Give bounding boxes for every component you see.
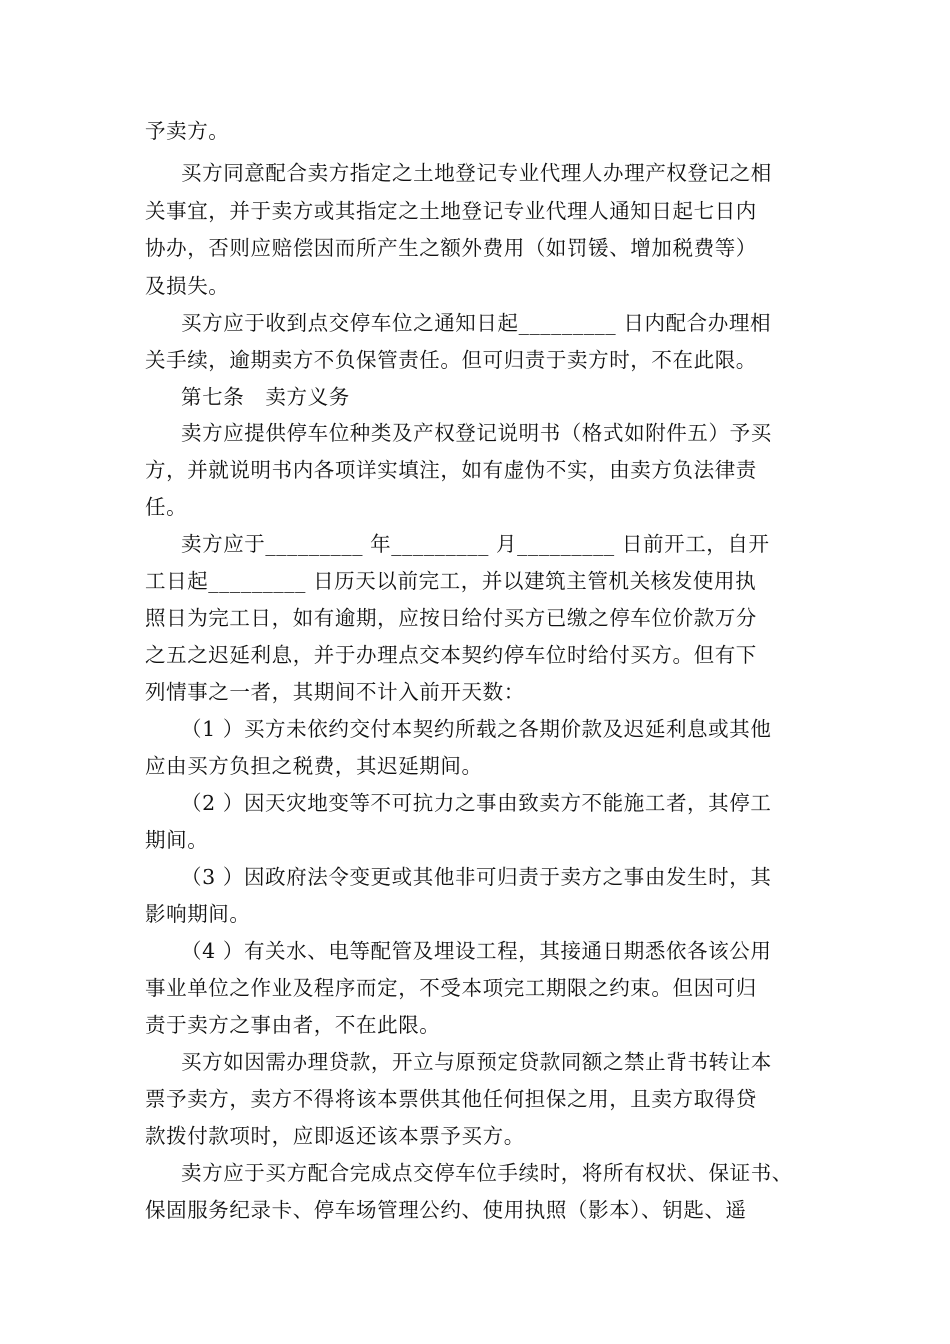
text-line: 期间。 (145, 828, 209, 852)
text-line: 卖方应于_________ 年_________ 月_________ 日前开工，自开 (181, 532, 770, 556)
text-line: 之五之迟延利息，并于办理点交本契约停车位时给付买方。但有下 (145, 643, 757, 667)
text-line: 列情事之一者，其期间不计入前开天数： (145, 680, 525, 704)
text-line: 应由买方负担之税费，其迟延期间。 (145, 754, 483, 778)
text-line: 任。 (145, 495, 188, 519)
text-line: 及损失。 (145, 274, 230, 298)
text-line: 协办，否则应赔偿因而所产生之额外费用（如罚锾、增加税费等） (145, 236, 757, 260)
text-line: 票予卖方，卖方不得将该本票供其他任何担保之用，且卖方取得贷 (145, 1087, 757, 1111)
text-line: 影响期间。 (145, 902, 251, 926)
text-line: 方，并就说明书内各项详实填注，如有虚伪不实，由卖方负法律责 (145, 458, 757, 482)
text-line: 买方应于收到点交停车位之通知日起_________ 日内配合办理相 (181, 311, 772, 335)
text-line: 款拨付款项时，应即返还该本票予买方。 (145, 1124, 525, 1148)
text-line: 买方同意配合卖方指定之土地登记专业代理人办理产权登记之相 (181, 161, 772, 185)
text-line: 予卖方。 (145, 119, 230, 143)
text-line: 事业单位之作业及程序而定，不受本项完工期限之约束。但因可归 (145, 976, 757, 1000)
text-line: 照日为完工日，如有逾期，应按日给付买方已缴之停车位价款万分 (145, 606, 757, 630)
list-item: （2 ）因天灾地变等不可抗力之事由致卖方不能施工者，其停工 (181, 791, 772, 815)
text-line: 关手续，逾期卖方不负保管责任。但可归责于卖方时，不在此限。 (145, 348, 757, 372)
article-heading: 第七条 卖方义务 (181, 385, 350, 409)
list-item: （3 ）因政府法令变更或其他非可归责于卖方之事由发生时，其 (181, 865, 772, 889)
text-line: 买方如因需办理贷款，开立与原预定贷款同额之禁止背书转让本 (181, 1050, 772, 1074)
text-line: 保固服务纪录卡、停车场管理公约、使用执照（影本）、钥匙、遥 (145, 1198, 747, 1222)
text-line: 关事宜，并于卖方或其指定之土地登记专业代理人通知日起七日内 (145, 199, 757, 223)
text-line: 工日起_________ 日历天以前完工，并以建筑主管机关核发使用执 (145, 569, 757, 593)
text-line: 卖方应于买方配合完成点交停车位手续时，将所有权状、保证书、 (181, 1161, 793, 1185)
list-item: （4 ）有关水、电等配管及埋设工程，其接通日期悉依各该公用 (181, 939, 772, 963)
list-item: （1 ）买方未依约交付本契约所载之各期价款及迟延利息或其他 (181, 717, 772, 741)
text-line: 卖方应提供停车位种类及产权登记说明书（格式如附件五）予买 (181, 421, 772, 445)
text-line: 责于卖方之事由者，不在此限。 (145, 1013, 441, 1037)
